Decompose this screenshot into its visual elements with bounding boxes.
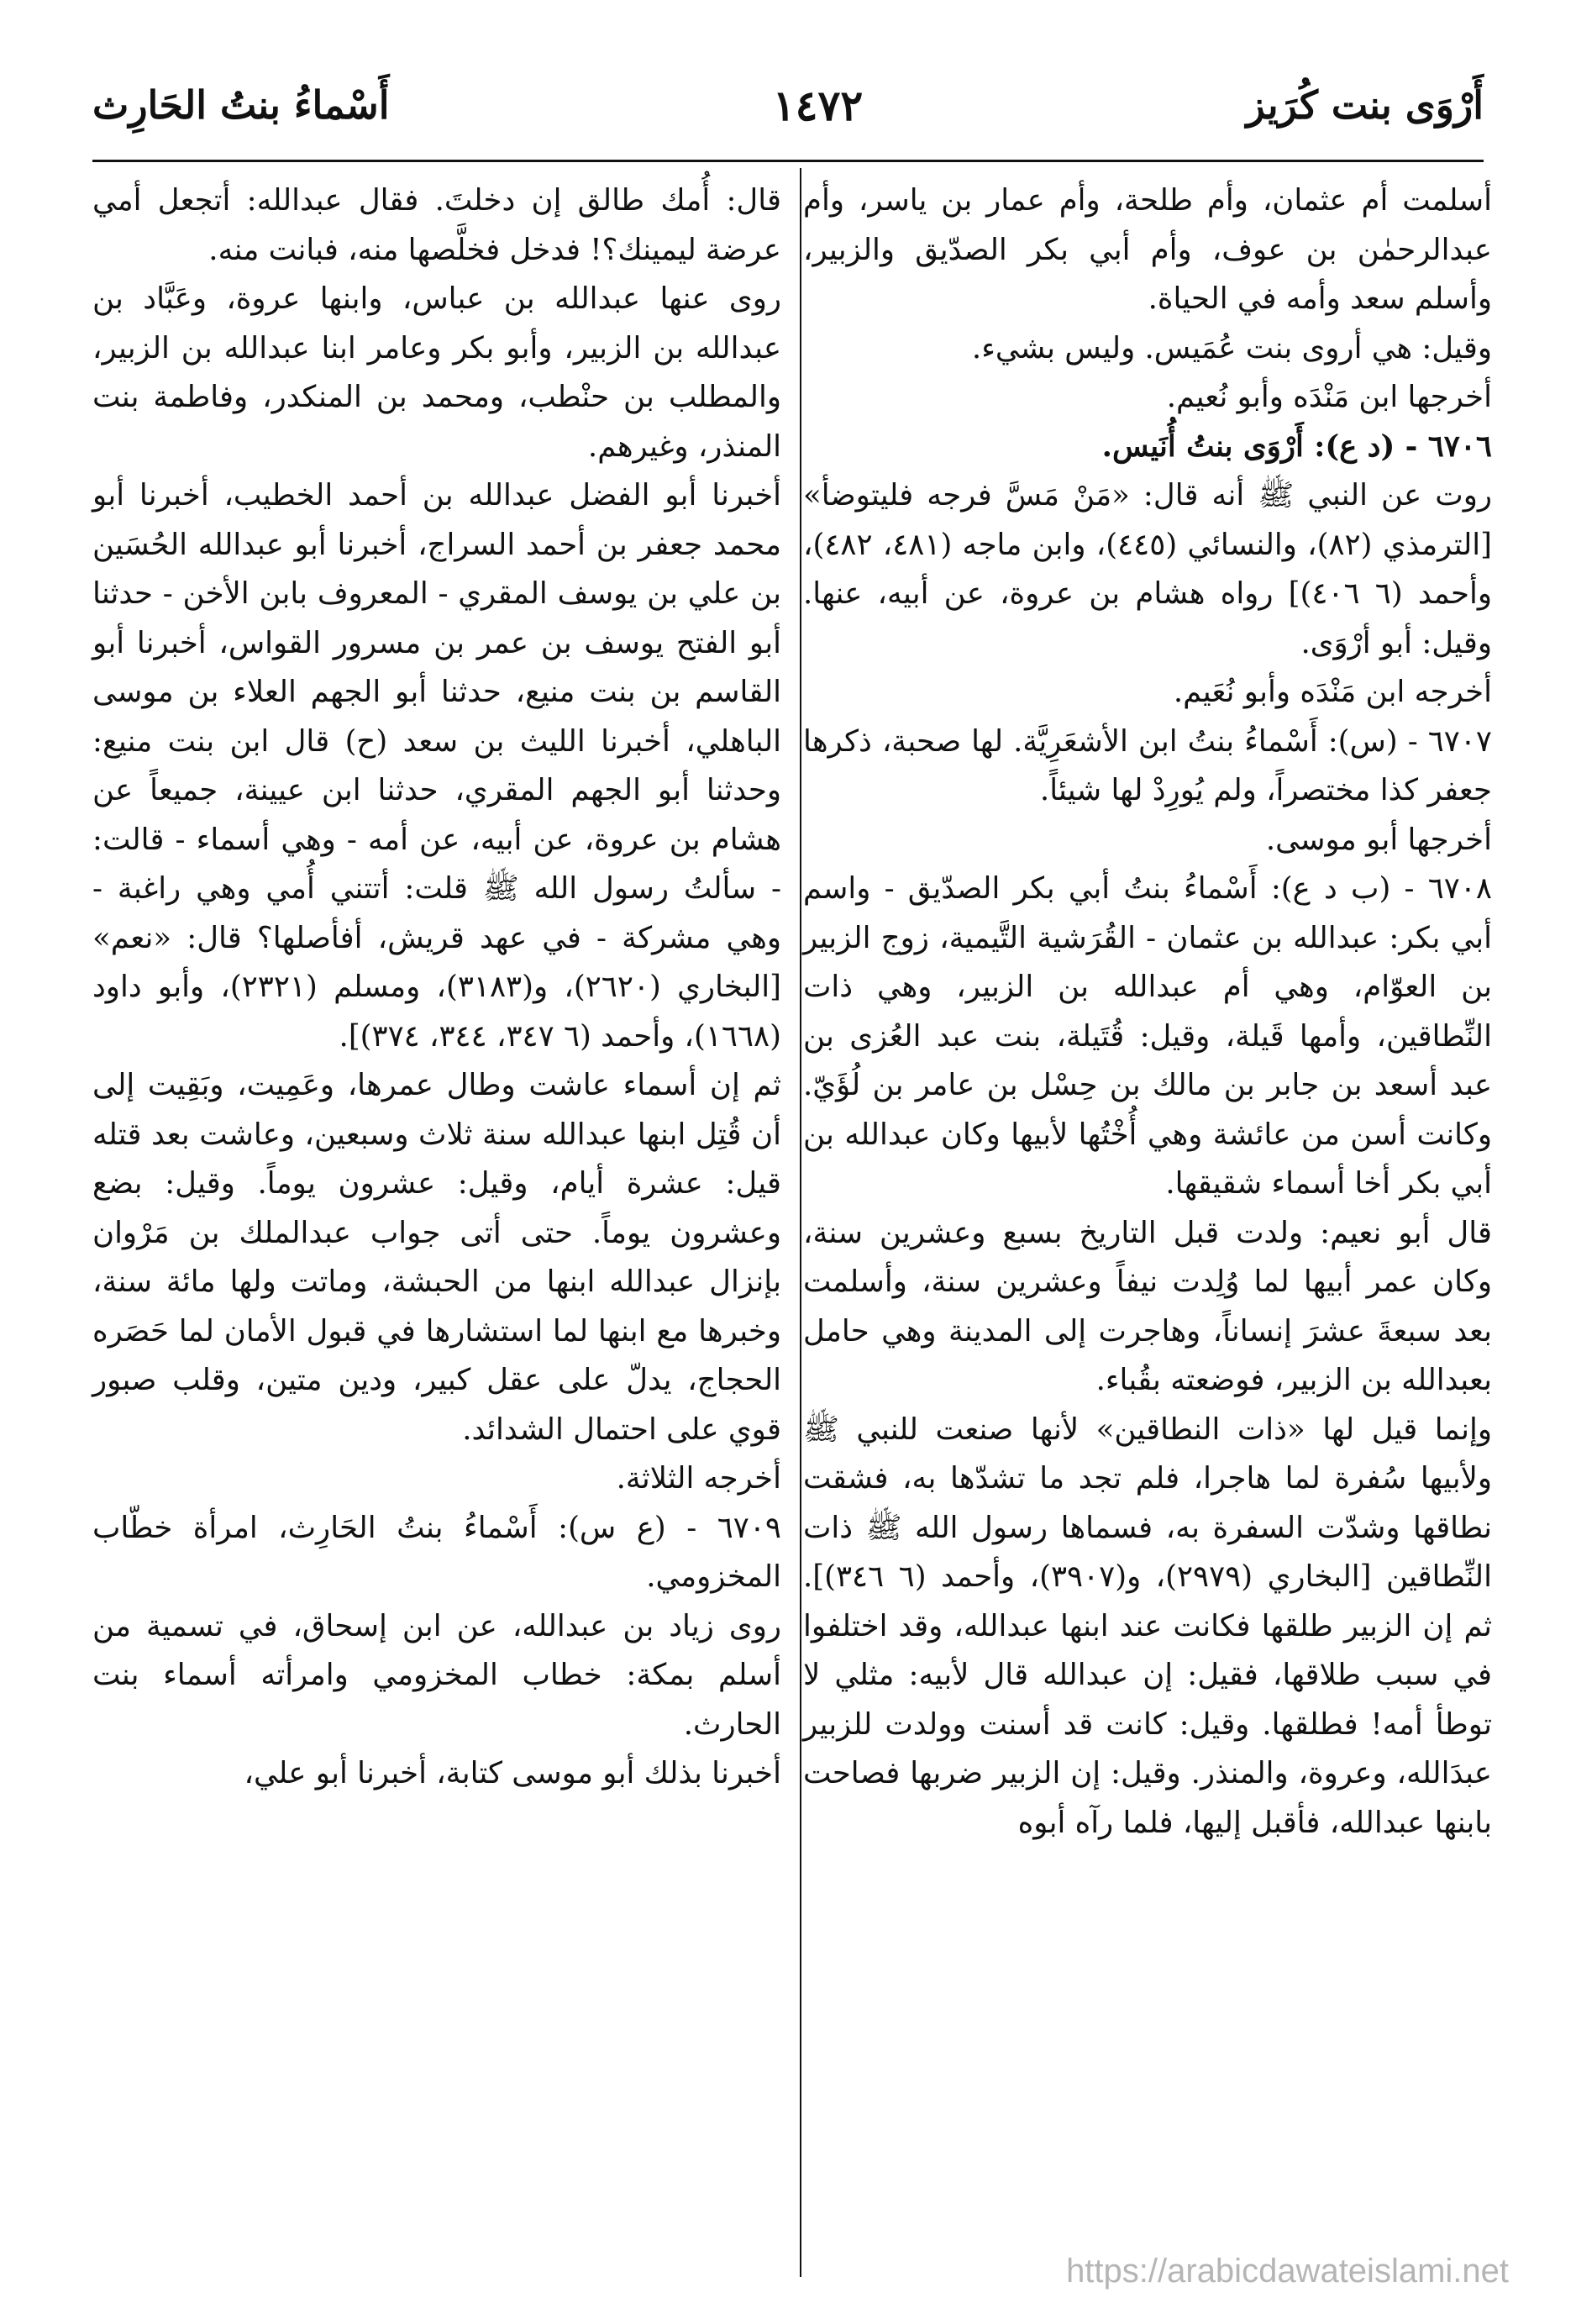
paragraph: روت عن النبي ﷺ أنه قال: «مَنْ مَسَّ فرجه فليتوضأ» [الترمذي (٨٢)، والنسائي (٤٤٥)، وابن ماجه (٤٨١، ٤٨٢)، وأحمد (٦ ٤٠٦)] رواه هشام بن عروة، عن أبيه، عنها. وقيل: أبو أرْوَى. (803, 478, 1492, 660)
paragraph: أخبرنا بذلك أبو موسى كتابة، أخبرنا أبو علي، (244, 1756, 781, 1790)
page-number: ١٤٧٢ (772, 80, 864, 130)
left-column (92, 176, 781, 1799)
paragraph: روى زياد بن عبدالله، عن ابن إسحاق، في تسمية من أسلم بمكة: خطاب المخزومي وامرأته أسماء بنت الحارث. (92, 1608, 781, 1742)
paragraph: روى عنها عبدالله بن عباس، وابنها عروة، وعَبَّاد بن عبدالله بن الزبير، وأبو بكر وعامر ابنا عبدالله بن الزبير، والمطلب بن حنْطب، ومحمد بن المنكدر، وفاطمة بنت المنذر، وغيرهم. (92, 281, 781, 464)
paragraph: أخبرنا أبو الفضل عبدالله بن أحمد الخطيب، أخبرنا أبو محمد جعفر بن أحمد السراج، أخبرنا أبو عبدالله الحُسَين بن علي بن يوسف المقري - المعروف بابن الأخن - حدثنا أبو الفتح يوسف بن عمر بن مسرور القواس، أخبرنا أبو القاسم بن بنت منيع، حدثنا أبو الجهم العلاء بن موسى الباهلي، أخبرنا الليث بن سعد (ح) قال ابن بنت منيع: وحدثنا أبو الجهم المقري، حدثنا ابن عيينة، جميعاً عن هشام بن عروة، عن أبيه، عن أمه - وهي أسماء - قالت: - سألتُ رسول الله ﷺ قلت: أتتني أُمي وهي راغبة - وهي مشركة - في عهد قريش، أفأصلها؟ قال: «نعم» [البخاري (٢٦٢٠)، و(٣١٨٣)، ومسلم (٢٣٢١)، وأبو داود (١٦٦٨)، وأحمد (٦ ٣٤٧، ٣٤٤، ٣٧٤)]. (92, 478, 781, 1054)
entry-6707: ٦٧٠٧ - (س): أَسْماءُ بنتُ ابن الأشعَرِيَّة. لها صحبة، ذكرها جعفر كذا مختصراً، ولم يُورِدْ لها شيئاً. (803, 723, 1492, 807)
paragraph: وقيل: هي أروى بنت عُمَيس. وليس بشيء. (971, 330, 1492, 365)
paragraph: قال أبو نعيم: ولدت قبل التاريخ بسبع وعشرين سنة، وكان عمر أبيها لما وُلِدت نيفاً وعشرين سنة، وأسلمت بعد سبعةَ عشرَ إنساناً، وهاجرت إلى المدينة وهي حامل بعبدالله بن الزبير، فوضعته بقُباء. (803, 1215, 1492, 1397)
right-column (803, 176, 1492, 1848)
running-title-right: أَرْوَى بنت كُرَيز (1246, 82, 1484, 128)
entry-6708: ٦٧٠٨ - (ب د ع): أَسْماءُ بنتُ أبي بكر الصدّيق - واسم أبي بكر: عبدالله بن عثمان - القُرَشية التَّيمية، زوج الزبير بن العوّام، وهي أم عبدالله بن الزبير، وهي ذات النِّطاقين، وأمها قَيلة، وقيل: قُتَيلة، بنت عبد العُزى بن عبد أسعد بن جابر بن مالك بن حِسْل بن عامر بن لُؤَيّ. وكانت أسن من عائشة وهي أُخْتُها لأبيها وكان عبدالله بن أبي بكر أخا أسماء شقيقها. (803, 871, 1492, 1201)
paragraph: ثم إن أسماء عاشت وطال عمرها، وعَمِيت، وبَقِيت إلى أن قُتِل ابنها عبدالله سنة ثلاث وسبعين، وعاشت بعد قتله قيل: عشرة أيام، وقيل: عشرون يوماً. وقيل: بضع وعشرون يوماً. حتى أتى جواب عبدالملك بن مَرْوان بإنزال عبدالله ابنها من الحبشة، وماتت ولها مائة سنة، وخبرها مع ابنها لما استشارها في قبول الأمان لما حَصَره الحجاج، يدلّ على عقل كبير، ودين متين، وقلب صبور قوي على احتمال الشدائد. (92, 1068, 781, 1447)
watermark-url: https://arabicdawateislami.net (1066, 2253, 1509, 2290)
page-header (92, 59, 1484, 151)
paragraph: وإنما قيل لها «ذات النطاقين» لأنها صنعت للنبي ﷺ ولأبيها سُفرة لما هاجرا، فلم تجد ما تشدّها به، فشقت نطاقها وشدّت السفرة به، فسماها رسول الله ﷺ ذات النِّطاقين [البخاري (٢٩٧٩)، و(٣٩٠٧)، وأحمد (٦ ٣٤٦)]. ثم إن الزبير طلقها فكانت عند ابنها عبدالله، وقد اختلفوا في سبب طلاقها، فقيل: إن عبدالله قال لأبيه: مثلي لا توطأ أمه! فطلقها. وقيل: كانت قد أسنت وولدت للزبير عبدَالله، وعروة، والمنذر. وقيل: إن الزبير ضربها فصاحت بابنها عبدالله، فأقبل إليها، فلما رآه أبوه (803, 1412, 1492, 1840)
header-rule (92, 160, 1484, 162)
entry-heading-6706: ٦٧٠٦ - (د ع): أَرْوَى بنتُ أُنَيس. (1101, 429, 1492, 464)
paragraph: أخرجها أبو موسى. (1265, 822, 1492, 857)
paragraph: أسلمت أم عثمان، وأم طلحة، وأم عمار بن ياسر، وأم عبدالرحمٰن بن عوف، وأم أبي بكر الصدّيق والزبير، وأسلم سعد وأمه في الحياة. (803, 183, 1492, 316)
running-title-left: أَسْماءُ بنتُ الحَارِث (92, 82, 390, 128)
paragraph: أخرجه الثلاثة. (616, 1461, 781, 1496)
column-divider (800, 168, 801, 2277)
entry-6709: ٦٧٠٩ - (ع س): أَسْماءُ بنتُ الحَارِث، امرأة خطّاب المخزومي. (92, 1510, 781, 1594)
paragraph: أخرجها ابن مَنْدَه وأبو نُعيم. (1166, 380, 1492, 414)
paragraph: أخرجه ابن مَنْدَه وأبو نُعَيم. (1173, 675, 1492, 709)
paragraph: قال: أُمك طالق إن دخلتَ. فقال عبدالله: أتجعل أمي عرضة ليمينك؟! فدخل فخلَّصها منه، فبانت منه. (92, 183, 781, 267)
